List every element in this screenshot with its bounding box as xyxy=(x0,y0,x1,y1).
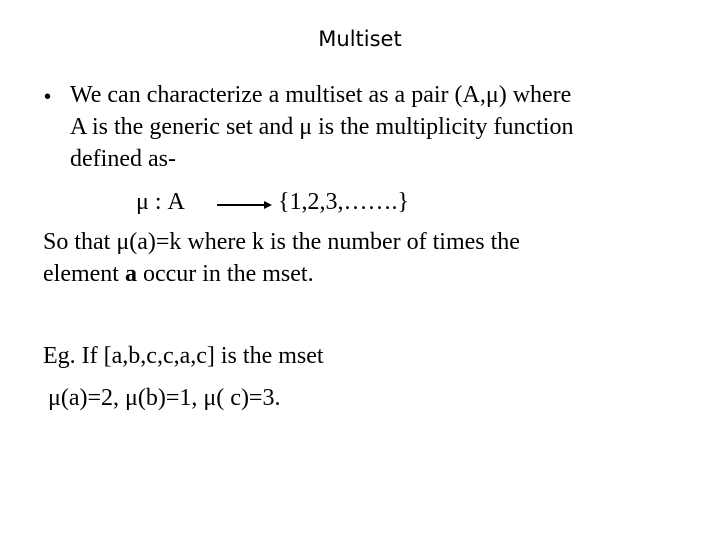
bullet-icon: • xyxy=(44,86,52,108)
example-line1: Eg. If [a,b,c,c,a,c] is the mset xyxy=(43,343,324,369)
mapping-domain: μ : A xyxy=(136,189,185,215)
mapping-codomain: {1,2,3,…….} xyxy=(278,189,410,215)
example-line2: μ(a)=2, μ(b)=1, μ( c)=3. xyxy=(48,385,281,411)
element-a-bold: a xyxy=(124,261,137,287)
slide-title: Multiset xyxy=(318,27,402,51)
paragraph2-line1: So that μ(a)=k where k is the number of times the xyxy=(43,229,520,255)
paragraph2-line2-start: element xyxy=(43,261,125,287)
paragraph2-line2 xyxy=(43,259,314,289)
right-arrow-icon xyxy=(217,200,273,210)
paragraph1-line2: A is the generic set and μ is the multiplicity function xyxy=(70,114,574,140)
paragraph1-line1: We can characterize a multiset as a pair (A,μ) where xyxy=(70,82,572,108)
paragraph2-line2-end: occur in the mset. xyxy=(136,261,314,287)
paragraph1-line3: defined as- xyxy=(70,146,176,172)
